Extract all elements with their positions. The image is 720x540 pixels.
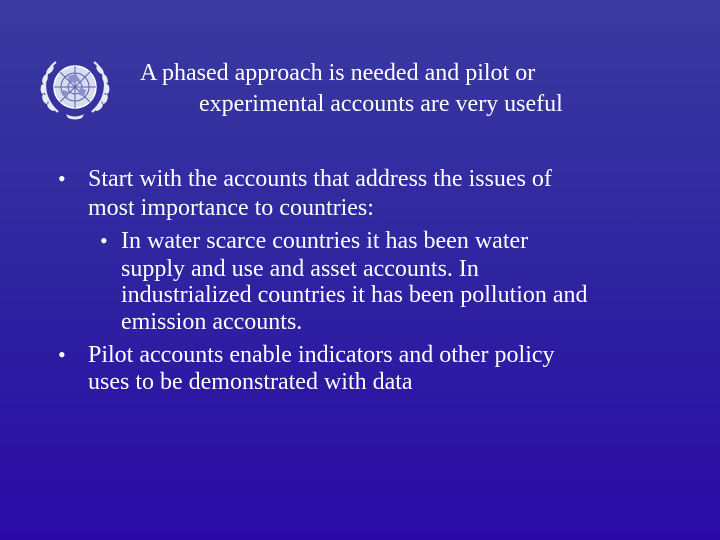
sub-bullet-line-3: industrialized countries it has been pollution and bbox=[121, 282, 588, 308]
bullet-2-line-2: uses to be demonstrated with data bbox=[88, 369, 413, 395]
sub-bullet-line-1: In water scarce countries it has been water bbox=[121, 228, 529, 254]
bullet-1-line-1: Start with the accounts that address the issues of bbox=[88, 166, 552, 192]
sub-bullet-line-4: emission accounts. bbox=[121, 309, 303, 335]
sub-bullet-line-2: supply and use and asset accounts. In bbox=[121, 256, 479, 282]
slide-title-line-2: experimental accounts are very useful bbox=[199, 91, 563, 117]
bullet-marker: • bbox=[58, 166, 66, 191]
un-emblem-icon bbox=[36, 52, 114, 122]
sub-bullet-marker: • bbox=[100, 228, 108, 253]
bullet-marker: • bbox=[58, 342, 66, 367]
slide-title-line-1: A phased approach is needed and pilot or bbox=[140, 60, 536, 86]
bullet-1-line-2: most importance to countries: bbox=[88, 195, 374, 221]
bullet-2-line-1: Pilot accounts enable indicators and other policy bbox=[88, 342, 555, 368]
